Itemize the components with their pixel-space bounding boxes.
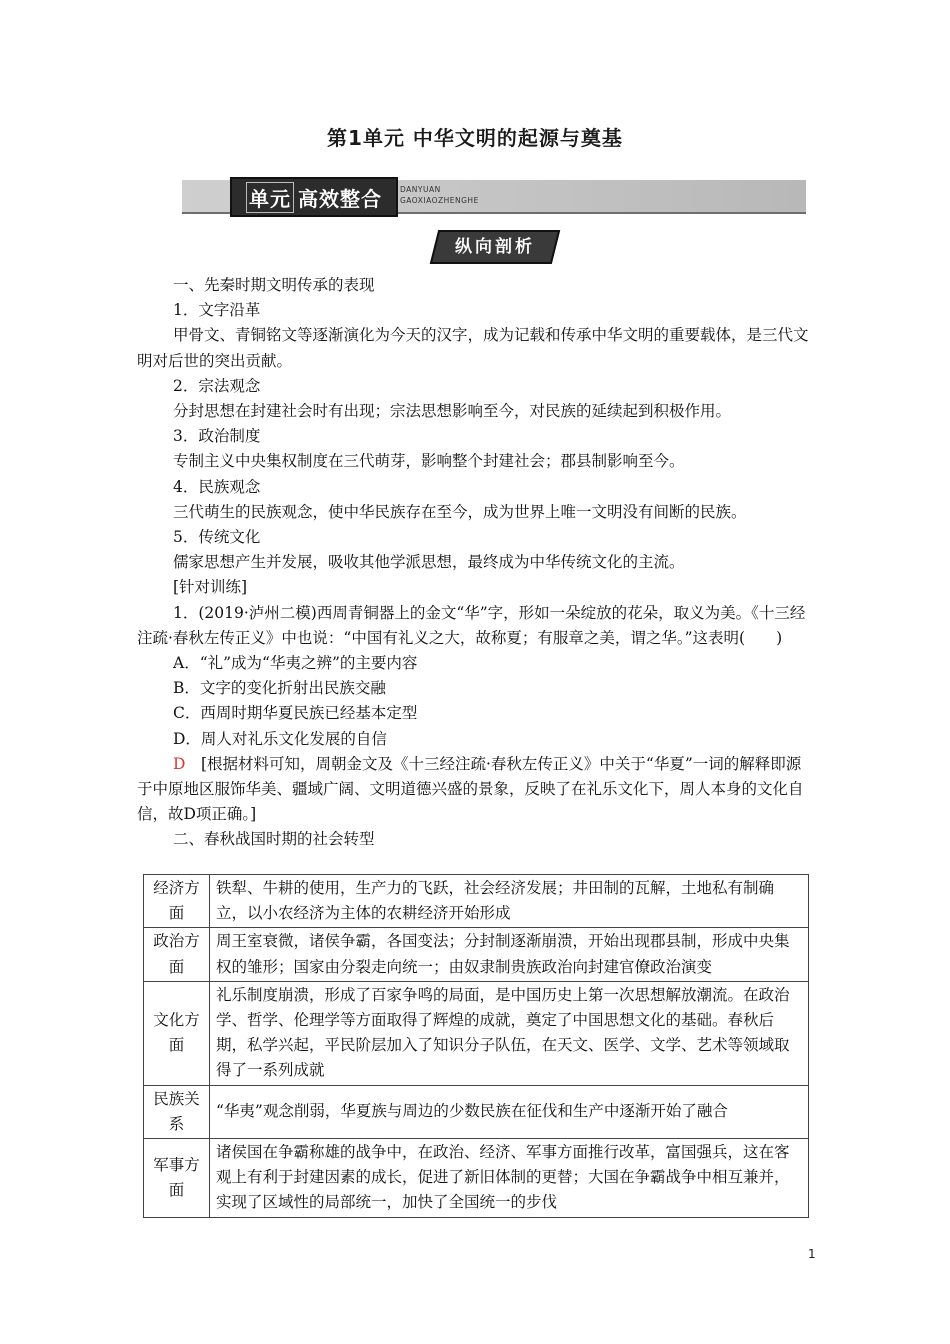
- subheading-nation: 4．民族观念: [173, 477, 261, 496]
- option-d: D．周人对礼乐文化发展的自信: [173, 729, 387, 748]
- page-title: 第1单元 中华文明的起源与奠基: [327, 126, 623, 150]
- section-heading-1: 一、先秦时期文明传承的表现: [173, 276, 375, 294]
- table-row-head: 文化方面: [144, 981, 210, 1085]
- table-row-head: 军事方面: [144, 1139, 210, 1218]
- table-row-head: 民族关系: [144, 1085, 210, 1138]
- table-row-body: 诸侯国在争霸称雄的战争中，在政治、经济、军事方面推行改革，富国强兵，这在客观上有利于封建因素的成长，促进了新旧体制的更替；大国在争霸战争中相互兼并，实现了区域性的局部统一，加快了全国统一的步伐: [210, 1139, 809, 1218]
- answer-text: [根据材料可知，周朝金文及《十三经注疏·春秋左传正义》中关于“华夏”一词的解释即源于中原地区服饰华美、疆域广阔、文明道德兴盛的景象，反映了在礼乐文化下，周人本身的文化自信，故D项正确。]: [137, 754, 804, 824]
- banner-label-part2: 高效整合: [298, 186, 382, 211]
- table-row: [144, 1139, 809, 1218]
- subheading-politics: 3．政治制度: [173, 427, 261, 446]
- table-row-body: 礼乐制度崩溃，形成了百家争鸣的局面，是中国历史上第一次思想解放潮流。在政治学、哲学、伦理学等方面取得了辉煌的成就，奠定了中国思想文化的基础。春秋后期，私学兴起，平民阶层加入了知识分子队伍，在天文、医学、文学、艺术等领域取得了一系列成就: [210, 981, 809, 1085]
- option-a: A．“礼”成为“华夷之辨”的主要内容: [173, 654, 418, 673]
- table-row: [144, 928, 809, 981]
- practice-label: [针对训练]: [173, 578, 248, 597]
- table-row-head: 政治方面: [144, 928, 210, 981]
- paragraph-culture: 儒家思想产生并发展，吸收其他学派思想，最终成为中华传统文化的主流。: [173, 553, 685, 572]
- option-c: C．西周时期华夏民族已经基本定型: [173, 704, 418, 723]
- table-row-body: “华夷”观念削弱，华夏族与周边的少数民族在征伐和生产中逐渐开始了融合: [210, 1085, 809, 1138]
- banner-pinyin-line2: GAOXIAOZHENGHE: [400, 196, 479, 205]
- paragraph-nation: 三代萌生的民族观念，使中华民族存在至今，成为世界上唯一文明没有间断的民族。: [173, 502, 747, 521]
- subheading-clan: 2．宗法观念: [173, 376, 261, 395]
- paragraph-writing: 甲骨文、青铜铭文等逐渐演化为今天的汉字，成为记载和传承中华文明的重要载体，是三代文明对后世的突出贡献。: [137, 326, 809, 370]
- option-b: B．文字的变化折射出民族交融: [173, 679, 386, 698]
- answer-explanation: [137, 752, 815, 828]
- table-row-body: 周王室衰微，诸侯争霸，各国变法；分封制逐渐崩溃，开始出现郡县制，形成中央集权的雏形；国家由分裂走向统一；由奴隶制贵族政治向封建官僚政治演变: [210, 928, 809, 981]
- banner-pinyin: [400, 184, 479, 206]
- section-badge: [430, 230, 560, 264]
- subheading-culture: 5．传统文化: [173, 528, 261, 547]
- table-row-body: 铁犁、牛耕的使用，生产力的飞跃，社会经济发展；井田制的瓦解，土地私有制确立，以小农经济为主体的农耕经济开始形成: [210, 875, 809, 928]
- question-1: 1．(2019·泸州二模)西周青铜器上的金文“华”字，形如一朵绽放的花朵，取义为美。《十三经注疏·春秋左传正义》中也说：“中国有礼义之大，故称夏；有服章之美，谓之华。”这表明( ): [137, 603, 806, 647]
- table-row-head: 经济方面: [144, 875, 210, 928]
- banner-label-part1: 单元: [246, 182, 294, 213]
- answer-letter: D: [173, 754, 186, 773]
- paragraph-politics: 专制主义中央集权制度在三代萌芽，影响整个封建社会；郡县制影响至今。: [173, 452, 685, 471]
- unit-banner: [182, 180, 806, 214]
- social-transition-table: [143, 874, 809, 1218]
- section-heading-2: 二、春秋战国时期的社会转型: [173, 830, 375, 849]
- paragraph-clan: 分封思想在封建社会时有出现；宗法思想影响至今，对民族的延续起到积极作用。: [173, 402, 732, 421]
- subheading-writing: 1．文字沿革: [173, 301, 261, 320]
- table-row: [144, 875, 809, 928]
- main-content: [137, 273, 815, 853]
- table-row: [144, 981, 809, 1085]
- banner-pinyin-line1: DANYUAN: [400, 185, 441, 194]
- unit-banner-label: [230, 177, 398, 217]
- table-row: [144, 1085, 809, 1138]
- page-number: 1: [808, 1247, 816, 1261]
- section-badge-label: 纵向剖析: [455, 237, 535, 257]
